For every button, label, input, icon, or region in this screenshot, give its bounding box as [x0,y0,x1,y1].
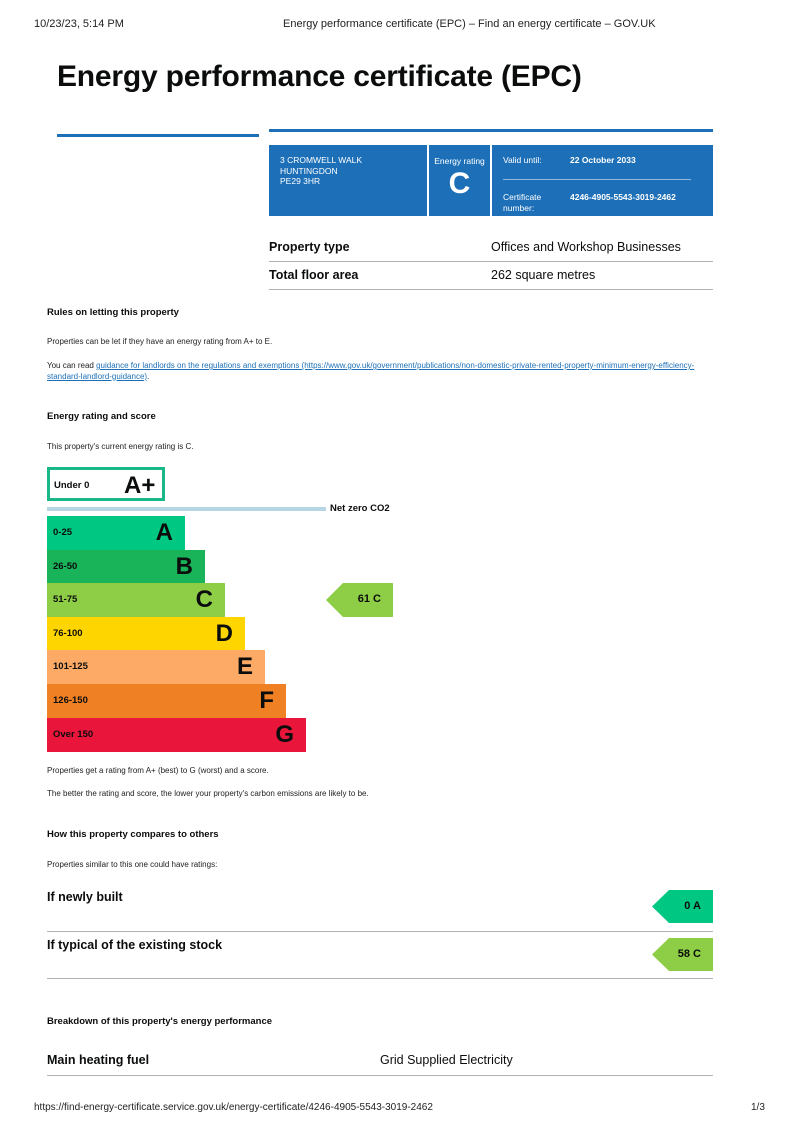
valid-until-label: Valid until: [503,155,542,165]
certificate-label-line: Certificate [503,192,542,202]
band-range: 0-25 [53,527,73,538]
letting-heading: Rules on letting this property [47,307,179,318]
main-heating-fuel-label: Main heating fuel [47,1053,150,1067]
compare-rating-arrow [652,890,713,923]
floor-area-value: 262 square metres [491,268,596,282]
compare-rating-arrow [652,938,713,971]
band-letter: E [236,653,253,680]
compare-row-label: If typical of the existing stock [47,938,223,952]
energy-rating-letter: C [448,167,471,200]
print-datetime: 10/23/23, 5:14 PM [34,18,124,30]
band-letter: A+ [124,472,156,499]
compare-rating-label: 58 C [677,948,701,960]
band-range: 126-150 [53,695,88,706]
rating-band-b [47,550,205,584]
rating-note: Properties get a rating from A+ (best) to G (worst) and a score. [47,766,269,775]
rating-band-a [47,516,185,550]
compare-row-new-build [47,890,713,932]
print-page-title: Energy performance certificate (EPC) – Find an energy certificate – GOV.UK [283,18,656,30]
energy-rating-intro: This property's current energy rating is C. [47,442,194,451]
rating-note: The better the rating and score, the lower your property's carbon emissions are likely to be. [47,789,369,798]
band-range: 101-125 [53,661,88,672]
divider [503,179,691,180]
rating-band-d [47,617,245,651]
rating-band-e [47,650,265,684]
rating-band-f [47,684,286,718]
band-range: Under 0 [54,480,90,491]
print-page-count: 1/3 [751,1102,765,1113]
guidance-link-continued[interactable]: standard-landlord-guidance) [47,371,148,381]
arrow-shape [652,890,713,923]
valid-until-value: 22 October 2033 [570,155,636,165]
rating-band-c [47,583,225,617]
band-letter: A [155,519,173,546]
band-letter: B [175,553,193,580]
guidance-link[interactable]: guidance for landlords on the regulations and exemptions (https://www.gov.uk/government/publications/non-domestic-private-rented-property-minimum-energy-efficiency- [96,361,695,370]
band-letter: D [215,620,233,647]
property-type-row [269,233,713,262]
rating-band-g [47,718,306,752]
certificate-number-value: 4246-4905-5543-3019-2462 [570,192,676,202]
band-letter: C [195,586,213,613]
page-title: Energy performance certificate (EPC) [57,60,582,93]
band-letter: F [259,687,274,714]
property-address [280,155,362,187]
letting-guidance-paragraph [47,361,713,382]
address-line: PE29 3HR [280,176,321,186]
compare-heading: How this property compares to others [47,829,219,840]
rating-band-aplus [47,467,165,501]
address-line: 3 CROMWELL WALK [280,155,363,165]
certificate-label-line: number: [503,202,535,213]
guidance-prefix: You can read [47,361,97,370]
compare-intro: Properties similar to this one could have ratings: [47,860,218,869]
print-url: https://find-energy-certificate.service.gov.uk/energy-certificate/4246-4905-5543-3019-2462 [34,1102,433,1113]
floor-area-row [269,261,713,290]
band-range: Over 150 [53,729,94,740]
compare-row-label: If newly built [47,890,123,904]
net-zero-label: Net zero CO2 [330,503,390,514]
breakdown-heading: Breakdown of this property's energy performance [47,1016,273,1027]
letting-paragraph: Properties can be let if they have an energy rating from A+ to E. [47,337,273,346]
current-rating-arrow [326,583,393,617]
main-heating-fuel-row [47,1053,713,1076]
divider [269,129,713,132]
epc-summary-box [269,145,713,216]
address-line: HUNTINGDON [280,165,338,176]
divider [490,145,492,216]
certificate-number-label [503,192,541,213]
band-range: 51-75 [53,594,78,605]
band-range: 76-100 [53,628,83,639]
band-letter: G [275,721,294,748]
band-range: 26-50 [53,561,78,572]
property-type-label: Property type [269,240,350,254]
floor-area-label: Total floor area [269,268,359,282]
main-heating-fuel-value: Grid Supplied Electricity [380,1053,513,1067]
energy-rating-label: Energy rating [434,156,485,166]
compare-rating-label: 0 A [684,900,701,912]
divider [57,134,259,137]
current-rating-label: 61 C [357,593,381,605]
net-zero-line [47,507,326,511]
property-type-value: Offices and Workshop Businesses [491,240,681,254]
energy-rating-heading: Energy rating and score [47,411,156,422]
guidance-suffix: . [147,371,150,381]
compare-row-existing-stock [47,938,713,979]
